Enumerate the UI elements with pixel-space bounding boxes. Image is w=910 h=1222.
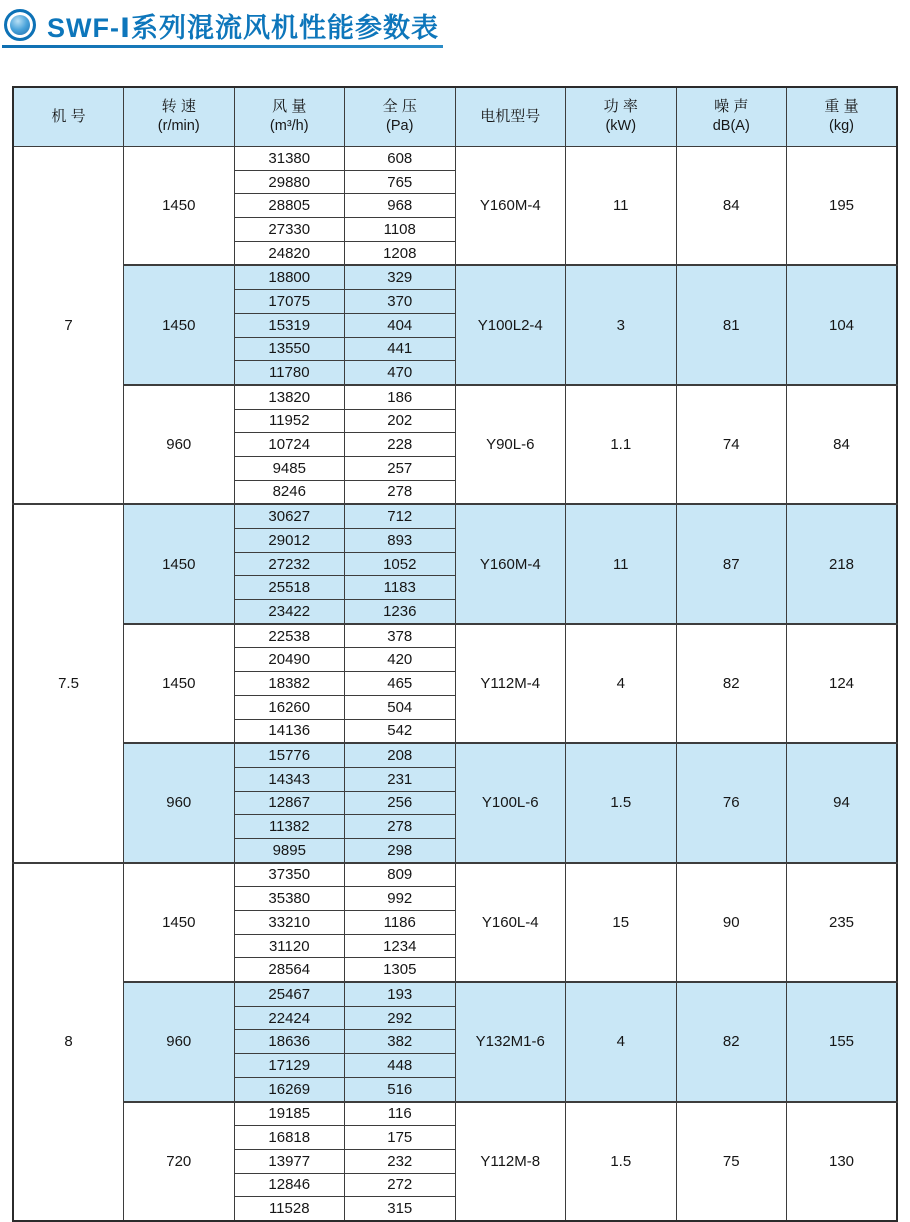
- motor-model-cell: Y160M-4: [455, 147, 566, 266]
- pressure-cell: 315: [345, 1197, 456, 1221]
- machine-number-cell: 7: [13, 147, 124, 505]
- pressure-cell: 186: [345, 385, 456, 409]
- airflow-cell: 31380: [234, 147, 345, 171]
- column-header-unit: (Pa): [386, 118, 414, 135]
- pressure-cell: 441: [345, 337, 456, 361]
- column-header-label: 重 量: [824, 98, 859, 116]
- airflow-cell: 25518: [234, 576, 345, 600]
- page-title: SWF-Ⅰ系列混流风机性能参数表: [47, 12, 440, 43]
- airflow-cell: 30627: [234, 504, 345, 528]
- airflow-cell: 12867: [234, 791, 345, 815]
- table-row: [13, 147, 897, 171]
- column-header-noise: [676, 87, 787, 147]
- pressure-cell: 504: [345, 695, 456, 719]
- pressure-cell: 278: [345, 480, 456, 504]
- column-header-unit: dB(A): [712, 118, 750, 135]
- airflow-cell: 13550: [234, 337, 345, 361]
- power-cell: 1.5: [566, 743, 677, 862]
- pressure-cell: 116: [345, 1102, 456, 1126]
- airflow-cell: 10724: [234, 433, 345, 457]
- column-header-label: 风 量: [272, 98, 307, 116]
- pressure-cell: 272: [345, 1173, 456, 1197]
- pressure-cell: 465: [345, 672, 456, 696]
- pressure-cell: 175: [345, 1126, 456, 1150]
- page-header: [4, 9, 910, 41]
- airflow-cell: 17129: [234, 1054, 345, 1078]
- pressure-cell: 256: [345, 791, 456, 815]
- airflow-cell: 28805: [234, 194, 345, 218]
- airflow-cell: 37350: [234, 863, 345, 887]
- airflow-cell: 11780: [234, 361, 345, 385]
- machine-number-cell: 7.5: [13, 504, 124, 862]
- airflow-cell: 14343: [234, 767, 345, 791]
- weight-cell: 218: [787, 504, 898, 623]
- weight-cell: 155: [787, 982, 898, 1101]
- column-header-unit: (kW): [605, 118, 637, 135]
- airflow-cell: 9895: [234, 838, 345, 862]
- speed-cell: 1450: [124, 504, 235, 623]
- power-cell: 1.5: [566, 1102, 677, 1221]
- airflow-cell: 15776: [234, 743, 345, 767]
- motor-model-cell: Y132M1-6: [455, 982, 566, 1101]
- pressure-cell: 765: [345, 170, 456, 194]
- fan-performance-table: [12, 86, 898, 1222]
- airflow-cell: 11382: [234, 815, 345, 839]
- pressure-cell: 1234: [345, 934, 456, 958]
- airflow-cell: 19185: [234, 1102, 345, 1126]
- pressure-cell: 193: [345, 982, 456, 1006]
- airflow-cell: 8246: [234, 480, 345, 504]
- pressure-cell: 1305: [345, 958, 456, 982]
- column-header-label: 电机型号: [480, 107, 541, 125]
- airflow-cell: 22424: [234, 1006, 345, 1030]
- pressure-cell: 1108: [345, 218, 456, 242]
- speed-cell: 960: [124, 743, 235, 862]
- column-header-motor-model: [455, 87, 566, 147]
- airflow-cell: 27330: [234, 218, 345, 242]
- weight-cell: 104: [787, 265, 898, 384]
- motor-model-cell: Y160L-4: [455, 863, 566, 982]
- airflow-cell: 18382: [234, 672, 345, 696]
- pressure-cell: 1236: [345, 600, 456, 624]
- pressure-cell: 712: [345, 504, 456, 528]
- pressure-cell: 893: [345, 529, 456, 553]
- weight-cell: 195: [787, 147, 898, 266]
- power-cell: 4: [566, 982, 677, 1101]
- speed-cell: 1450: [124, 863, 235, 982]
- airflow-cell: 31120: [234, 934, 345, 958]
- airflow-cell: 13977: [234, 1149, 345, 1173]
- weight-cell: 124: [787, 624, 898, 743]
- pressure-cell: 516: [345, 1077, 456, 1101]
- column-header-label: 机 号: [51, 107, 86, 125]
- column-header-label: 转 速: [161, 98, 196, 116]
- column-header-machine-no: [13, 87, 124, 147]
- motor-model-cell: Y100L-6: [455, 743, 566, 862]
- motor-model-cell: Y100L2-4: [455, 265, 566, 384]
- machine-number-cell: 8: [13, 863, 124, 1221]
- noise-cell: 90: [676, 863, 787, 982]
- pressure-cell: 1052: [345, 552, 456, 576]
- motor-model-cell: Y90L-6: [455, 385, 566, 504]
- pressure-cell: 1183: [345, 576, 456, 600]
- airflow-cell: 17075: [234, 290, 345, 314]
- airflow-cell: 18800: [234, 265, 345, 289]
- speed-cell: 1450: [124, 265, 235, 384]
- catalog-page: [0, 9, 910, 1218]
- pressure-cell: 420: [345, 648, 456, 672]
- airflow-cell: 11952: [234, 409, 345, 433]
- airflow-cell: 13820: [234, 385, 345, 409]
- speed-cell: 1450: [124, 624, 235, 743]
- table-head: [13, 87, 897, 147]
- pressure-cell: 1208: [345, 241, 456, 265]
- pressure-cell: 378: [345, 624, 456, 648]
- column-header-airflow: [234, 87, 345, 147]
- table-row: [13, 743, 897, 767]
- power-cell: 3: [566, 265, 677, 384]
- pressure-cell: 329: [345, 265, 456, 289]
- pressure-cell: 470: [345, 361, 456, 385]
- pressure-cell: 278: [345, 815, 456, 839]
- weight-cell: 130: [787, 1102, 898, 1221]
- power-cell: 15: [566, 863, 677, 982]
- speed-cell: 1450: [124, 147, 235, 266]
- pressure-cell: 292: [345, 1006, 456, 1030]
- column-header-label: 功 率: [603, 98, 638, 116]
- noise-cell: 75: [676, 1102, 787, 1221]
- airflow-cell: 24820: [234, 241, 345, 265]
- airflow-cell: 28564: [234, 958, 345, 982]
- weight-cell: 235: [787, 863, 898, 982]
- airflow-cell: 15319: [234, 313, 345, 337]
- airflow-cell: 14136: [234, 719, 345, 743]
- power-cell: 1.1: [566, 385, 677, 504]
- pressure-cell: 1186: [345, 911, 456, 935]
- power-cell: 11: [566, 504, 677, 623]
- title-underline: [2, 45, 443, 48]
- table-row: [13, 385, 897, 409]
- airflow-cell: 16818: [234, 1126, 345, 1150]
- pressure-cell: 809: [345, 863, 456, 887]
- table-row: [13, 265, 897, 289]
- column-header-pressure: [345, 87, 456, 147]
- pressure-cell: 608: [345, 147, 456, 171]
- power-cell: 11: [566, 147, 677, 266]
- airflow-cell: 20490: [234, 648, 345, 672]
- speed-cell: 960: [124, 982, 235, 1101]
- bullseye-icon: [4, 9, 36, 41]
- airflow-cell: 16260: [234, 695, 345, 719]
- speed-cell: 960: [124, 385, 235, 504]
- power-cell: 4: [566, 624, 677, 743]
- airflow-cell: 29880: [234, 170, 345, 194]
- noise-cell: 87: [676, 504, 787, 623]
- column-header-unit: (m³/h): [269, 118, 309, 135]
- noise-cell: 82: [676, 624, 787, 743]
- pressure-cell: 404: [345, 313, 456, 337]
- header-row: [13, 87, 897, 147]
- airflow-cell: 29012: [234, 529, 345, 553]
- pressure-cell: 370: [345, 290, 456, 314]
- pressure-cell: 992: [345, 887, 456, 911]
- airflow-cell: 25467: [234, 982, 345, 1006]
- airflow-cell: 33210: [234, 911, 345, 935]
- pressure-cell: 202: [345, 409, 456, 433]
- motor-model-cell: Y112M-8: [455, 1102, 566, 1221]
- airflow-cell: 35380: [234, 887, 345, 911]
- table-row: [13, 624, 897, 648]
- pressure-cell: 542: [345, 719, 456, 743]
- table-row: [13, 863, 897, 887]
- column-header-unit: (r/min): [157, 118, 200, 135]
- noise-cell: 81: [676, 265, 787, 384]
- pressure-cell: 228: [345, 433, 456, 457]
- noise-cell: 74: [676, 385, 787, 504]
- pressure-cell: 208: [345, 743, 456, 767]
- table-row: [13, 1102, 897, 1126]
- airflow-cell: 27232: [234, 552, 345, 576]
- motor-model-cell: Y112M-4: [455, 624, 566, 743]
- table-body: [13, 147, 897, 1221]
- pressure-cell: 257: [345, 456, 456, 480]
- weight-cell: 84: [787, 385, 898, 504]
- airflow-cell: 18636: [234, 1030, 345, 1054]
- table-row: [13, 504, 897, 528]
- column-header-label: 噪 声: [714, 98, 749, 116]
- column-header-weight: [787, 87, 898, 147]
- noise-cell: 82: [676, 982, 787, 1101]
- pressure-cell: 231: [345, 767, 456, 791]
- speed-cell: 720: [124, 1102, 235, 1221]
- pressure-cell: 232: [345, 1149, 456, 1173]
- pressure-cell: 968: [345, 194, 456, 218]
- column-header-power: [566, 87, 677, 147]
- noise-cell: 84: [676, 147, 787, 266]
- pressure-cell: 382: [345, 1030, 456, 1054]
- pressure-cell: 448: [345, 1054, 456, 1078]
- airflow-cell: 16269: [234, 1077, 345, 1101]
- column-header-unit: (kg): [829, 118, 854, 135]
- airflow-cell: 11528: [234, 1197, 345, 1221]
- motor-model-cell: Y160M-4: [455, 504, 566, 623]
- airflow-cell: 22538: [234, 624, 345, 648]
- column-header-speed: [124, 87, 235, 147]
- pressure-cell: 298: [345, 838, 456, 862]
- weight-cell: 94: [787, 743, 898, 862]
- column-header-label: 全 压: [382, 98, 417, 116]
- table-row: [13, 982, 897, 1006]
- noise-cell: 76: [676, 743, 787, 862]
- airflow-cell: 23422: [234, 600, 345, 624]
- airflow-cell: 12846: [234, 1173, 345, 1197]
- airflow-cell: 9485: [234, 456, 345, 480]
